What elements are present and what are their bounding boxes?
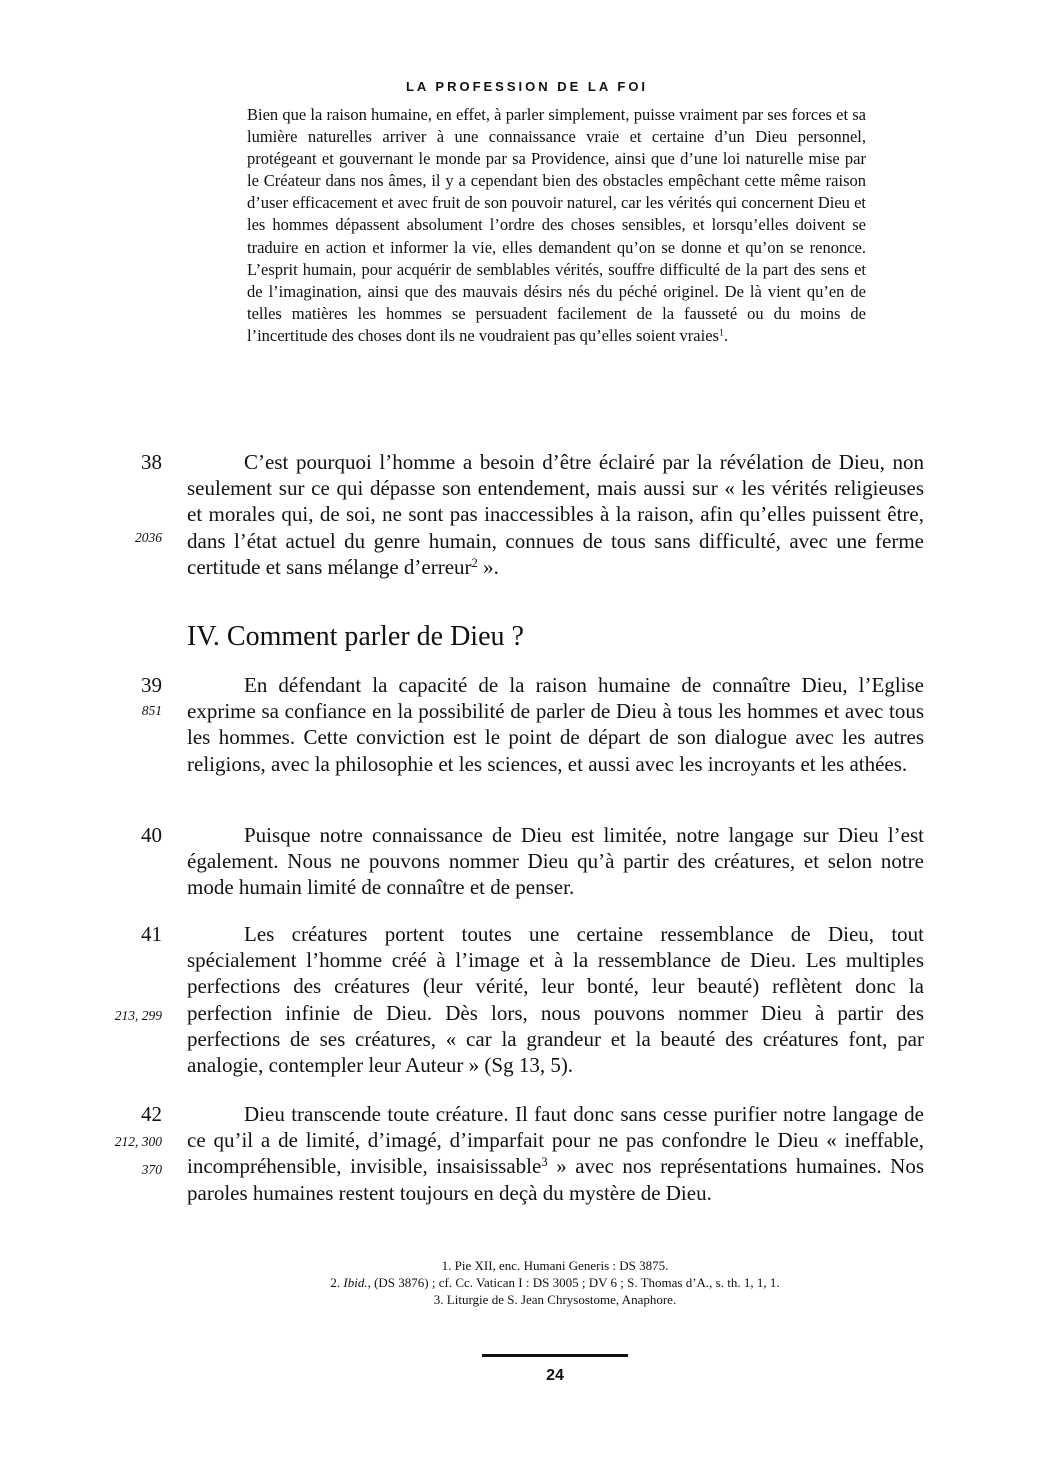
footnote-2 bbox=[0, 1274, 1054, 1291]
cross-reference[interactable]: 212, 300 bbox=[114, 1134, 162, 1149]
footnotes bbox=[0, 1257, 1054, 1309]
footnote-text: , (DS 3876) ; cf. Cc. Vatican I : DS 3005 ; DV 6 ; S. Thomas d’A., s. th. 1, 1, 1. bbox=[367, 1275, 780, 1291]
footer-rule bbox=[482, 1354, 628, 1357]
paragraph-39: En défendant la capacité de la raison humaine de connaître Dieu, l’Eglise exprime sa confiance en la possibilité de parler de Dieu à tous les hommes et avec tous les hommes. Cette conviction est le point de départ de son dialogue avec les autres religions, avec la philosophie et les sciences, et aussi avec les incroyants et les athées. bbox=[187, 673, 924, 776]
cross-reference[interactable]: 213, 299 bbox=[114, 1008, 162, 1023]
paragraph-42 bbox=[187, 1101, 924, 1206]
paragraph-end: ». bbox=[477, 554, 499, 579]
paragraph-number-41: 41 bbox=[141, 922, 162, 946]
paragraph-number-38: 38 bbox=[141, 450, 162, 474]
footnote-3 bbox=[0, 1291, 1054, 1308]
footnote-text: Liturgie de S. Jean Chrysostome, Anaphore. bbox=[446, 1292, 677, 1308]
footnote-label: 3. bbox=[433, 1292, 447, 1308]
footnote-1 bbox=[0, 1257, 1054, 1274]
cross-reference[interactable]: 2036 bbox=[135, 530, 162, 545]
footnote-text: Pie XII, enc. Humani Generis : DS 3875. bbox=[454, 1258, 669, 1273]
section-title: IV. Comment parler de Dieu ? bbox=[187, 621, 524, 652]
footnote-italic: Ibid. bbox=[343, 1275, 368, 1291]
page-number: 24 bbox=[546, 1367, 564, 1384]
paragraph-number-39: 39 bbox=[141, 673, 162, 697]
paragraph-number-40: 40 bbox=[141, 823, 162, 847]
paragraph-text: Dieu transcende toute créature. Il faut donc sans cesse purifier notre langage de ce qu’il a de limité, d’imagé, d’imparfait pour ne pas confondre le Dieu « ineffable, incompréhensible, invisible, insaisissable bbox=[187, 1102, 924, 1179]
cross-reference[interactable]: 370 bbox=[141, 1162, 162, 1177]
paragraph-40: Puisque notre connaissance de Dieu est limitée, notre langage sur Dieu l’est également. Nous ne pouvons nommer Dieu qu’à partir des créatures, et selon notre mode humain limité de connaître et de penser. bbox=[187, 823, 924, 900]
paragraph-end: » avec nos représentations humaines. Nos paroles humaines restent toujours en deçà du mystère de Dieu. bbox=[187, 1154, 925, 1205]
footnote-ref-2[interactable]: 2 bbox=[471, 555, 478, 570]
footnote-ref-3[interactable]: 3 bbox=[541, 1155, 548, 1170]
cross-reference[interactable]: 851 bbox=[141, 703, 162, 718]
quote-end: . bbox=[723, 325, 729, 345]
paragraph-41: Les créatures portent toutes une certaine ressemblance de Dieu, tout spécialement l’homme créé à l’image et à la ressemblance de Dieu. Les multiples perfections des créatures (leur vérité, leur bonté, leur beauté) reflètent donc la perfection infinie de Dieu. Dès lors, nous pouvons nommer Dieu à partir des perfections de ses créatures, « car la grandeur et la beauté des créatures font, par analogie, contempler leur Auteur » (Sg 13, 5). bbox=[187, 922, 924, 1078]
footnote-label: 1. bbox=[441, 1258, 455, 1273]
footnote-label: 2. bbox=[330, 1275, 344, 1291]
paragraph-number-42: 42 bbox=[141, 1102, 162, 1126]
paragraph-38 bbox=[187, 449, 924, 580]
paragraph-text: C’est pourquoi l’homme a besoin d’être éclairé par la révélation de Dieu, non seulement sur ce qui dépasse son entendement, mais aussi sur « les vérités religieuses et morales qui, de soi, ne sont pas inaccessibles à la raison, afin qu’elles puissent être, dans l’état actuel du genre humain, connues de tous sans difficulté, avec une ferme certitude et sans mélange d’erreur bbox=[187, 450, 924, 579]
quote-text: Bien que la raison humaine, en effet, à parler simplement, puisse vraiment par ses forces et sa lumière naturelles arriver à une connaissance vraie et certaine d’un Dieu personnel, protégeant et gouvernant le monde par sa Providence, ainsi que d’une loi naturelle mise par le Créateur dans nos âmes, il y a cependant bien des obstacles empêchant cette même raison d’user efficacement et avec fruit de son pouvoir naturel, car les vérités qui concernent Dieu et les hommes dépassent absolument l’ordre des choses sensibles, et lorsqu’elles doivent se traduire en action et informer la vie, elles demandent qu’on se donne et qu’on se renonce. L’esprit humain, pour acquérir de semblables vérités, souffre difficulté de la part des sens et de l’imagination, ainsi que des mauvais désirs nés du péché originel. De là vient qu’en de telles matières les hommes se persuadent facilement de la fausseté ou du moins de l’incertitude des choses dont ils ne voudraient pas qu’elles soient vraies bbox=[247, 105, 866, 345]
running-head: LA PROFESSION DE LA FOI bbox=[405, 79, 649, 94]
quoted-passage bbox=[247, 104, 866, 347]
footnote-ref-1[interactable]: 1 bbox=[718, 327, 724, 339]
